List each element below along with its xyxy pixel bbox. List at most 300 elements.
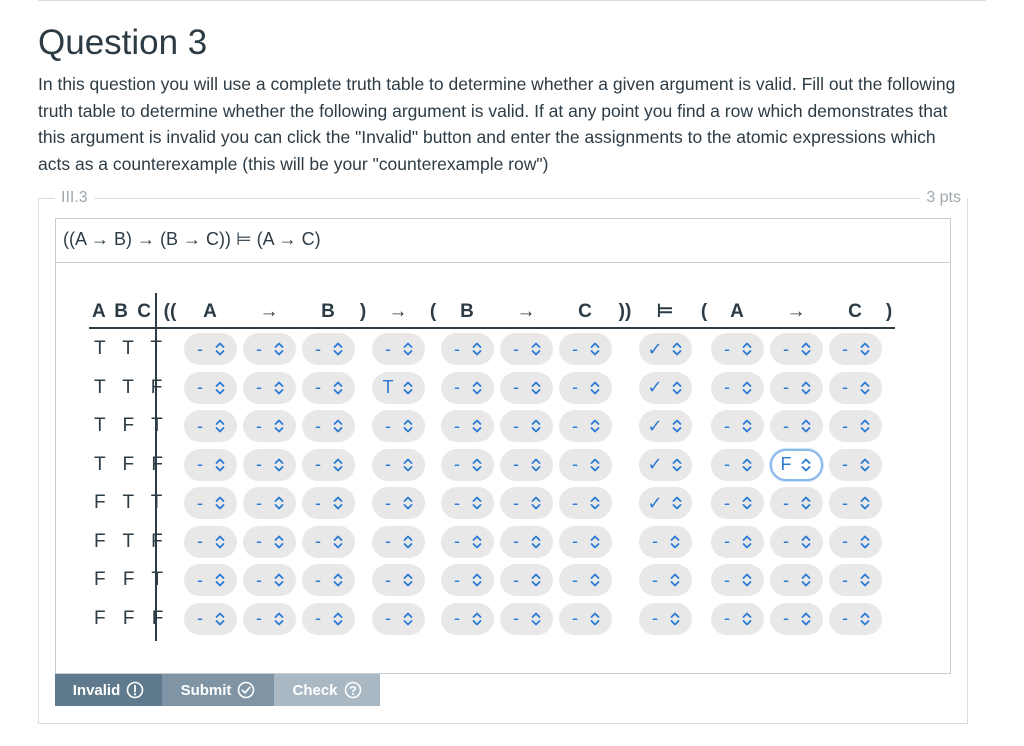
truth-value-select[interactable] (302, 410, 355, 442)
truth-value: - (842, 454, 848, 474)
question-points: 3 pts (920, 189, 967, 207)
truth-value-select[interactable] (302, 372, 355, 404)
column-header: C (578, 301, 592, 322)
truth-value-select[interactable] (559, 333, 612, 365)
column-header: A (730, 301, 744, 322)
truth-value-select[interactable] (770, 564, 823, 596)
chevron-up-down-icon (530, 572, 542, 588)
truth-value-select[interactable] (243, 526, 296, 558)
truth-value: - (513, 608, 519, 628)
truth-value: F (780, 454, 792, 474)
column-header: → (388, 301, 408, 322)
truth-value: - (572, 531, 578, 551)
chevron-up-down-icon (589, 534, 601, 550)
chevron-up-down-icon (859, 611, 871, 627)
chevron-up-down-icon (800, 341, 812, 357)
column-header: A (203, 301, 217, 322)
chevron-up-down-icon (402, 611, 414, 627)
truth-value: - (197, 338, 203, 359)
truth-value-select[interactable] (441, 449, 494, 481)
truth-value: - (513, 415, 519, 436)
truth-value-select[interactable] (770, 333, 823, 365)
chevron-up-down-icon (800, 611, 812, 627)
chevron-up-down-icon (859, 495, 871, 511)
chevron-up-down-icon (859, 534, 871, 550)
truth-value-select[interactable] (184, 526, 237, 558)
truth-value-select[interactable] (639, 372, 692, 404)
chevron-up-down-icon (332, 341, 344, 357)
truth-value-select[interactable] (302, 603, 355, 635)
truth-value: - (724, 415, 730, 436)
truth-value-select[interactable] (500, 526, 553, 558)
truth-value: - (385, 415, 391, 436)
chevron-up-down-icon (332, 495, 344, 511)
truth-value: - (454, 492, 460, 513)
truth-value-select[interactable] (500, 372, 553, 404)
truth-value-select[interactable] (184, 333, 237, 365)
chevron-up-down-icon (530, 380, 542, 396)
truth-value: ✓ (647, 492, 663, 513)
chevron-up-down-icon (671, 495, 683, 511)
chevron-up-down-icon (214, 380, 226, 396)
truth-value: - (513, 492, 519, 513)
column-header: → (516, 301, 536, 322)
chevron-up-down-icon (589, 611, 601, 627)
top-divider (38, 0, 986, 1)
truth-value: - (513, 377, 519, 397)
chevron-up-down-icon (214, 418, 226, 434)
chevron-up-down-icon (332, 380, 344, 396)
truth-value: - (783, 377, 789, 397)
chevron-up-down-icon (471, 611, 483, 627)
column-header: )) (618, 301, 632, 322)
truth-value: - (724, 377, 730, 397)
truth-value: - (842, 338, 848, 359)
row-assignment-label: F T F (94, 530, 169, 552)
truth-value-select[interactable] (829, 410, 882, 442)
chevron-up-down-icon (332, 534, 344, 550)
truth-value: - (783, 338, 789, 359)
chevron-up-down-icon (273, 380, 285, 396)
truth-value-select[interactable] (829, 603, 882, 635)
truth-value-select[interactable] (500, 564, 553, 596)
chevron-up-down-icon (741, 457, 753, 473)
truth-value: - (572, 608, 578, 628)
truth-value-select[interactable] (184, 449, 237, 481)
chevron-up-down-icon (332, 572, 344, 588)
truth-value: - (315, 531, 321, 551)
chevron-up-down-icon (859, 380, 871, 396)
truth-value-select[interactable] (372, 526, 425, 558)
truth-value: - (454, 531, 460, 551)
truth-value-select[interactable] (711, 410, 764, 442)
chevron-up-down-icon (332, 418, 344, 434)
truth-value: - (572, 569, 578, 590)
variables-header: A B C (92, 301, 154, 322)
column-header: C (848, 301, 862, 322)
truth-value: - (513, 454, 519, 474)
truth-value-select[interactable] (639, 487, 692, 519)
chevron-up-down-icon (402, 380, 414, 396)
row-assignment-label: T T T (94, 338, 169, 359)
chevron-up-down-icon (402, 457, 414, 473)
chevron-up-down-icon (273, 495, 285, 511)
truth-value-select[interactable] (243, 603, 296, 635)
truth-value-select[interactable] (829, 449, 882, 481)
truth-value-select[interactable] (441, 564, 494, 596)
chevron-up-down-icon (273, 418, 285, 434)
check-circle-icon (237, 681, 255, 699)
truth-value: - (783, 415, 789, 436)
chevron-up-down-icon (741, 380, 753, 396)
truth-value: - (256, 415, 262, 436)
truth-value: - (256, 608, 262, 628)
chevron-up-down-icon (800, 380, 812, 396)
truth-value: ✓ (647, 454, 663, 474)
chevron-up-down-icon (471, 380, 483, 396)
truth-value-select[interactable] (184, 487, 237, 519)
chevron-up-down-icon (530, 341, 542, 357)
truth-value: - (842, 608, 848, 628)
truth-value-select[interactable] (829, 526, 882, 558)
argument-formula: ((A → B) → (B → C)) ⊨ (A → C) (56, 219, 950, 263)
truth-value: - (842, 531, 848, 551)
truth-value: - (197, 492, 203, 513)
chevron-up-down-icon (214, 534, 226, 550)
truth-value-select[interactable] (500, 333, 553, 365)
truth-value: - (513, 338, 519, 359)
chevron-up-down-icon (273, 572, 285, 588)
column-header: → (786, 301, 806, 322)
chevron-up-down-icon (273, 457, 285, 473)
truth-value: - (256, 377, 262, 397)
truth-value-select[interactable] (829, 372, 882, 404)
chevron-up-down-icon (589, 341, 601, 357)
truth-value-select[interactable] (770, 487, 823, 519)
truth-value: ✓ (647, 377, 663, 397)
truth-value-select[interactable] (243, 449, 296, 481)
truth-value: - (842, 569, 848, 590)
truth-value: - (315, 377, 321, 397)
truth-value: - (783, 569, 789, 590)
truth-value: - (315, 492, 321, 513)
truth-value-select[interactable] (184, 372, 237, 404)
truth-value-select[interactable] (639, 410, 692, 442)
chevron-up-down-icon (402, 572, 414, 588)
chevron-up-down-icon (273, 534, 285, 550)
column-header: B (460, 301, 474, 322)
truth-value: - (454, 338, 460, 359)
chevron-up-down-icon (859, 418, 871, 434)
column-header: B (321, 301, 335, 322)
invalid-button[interactable] (55, 674, 162, 706)
truth-value-select[interactable] (243, 487, 296, 519)
chevron-up-down-icon (402, 495, 414, 511)
truth-value: - (197, 569, 203, 590)
chevron-up-down-icon (402, 418, 414, 434)
chevron-up-down-icon (741, 611, 753, 627)
truth-value: - (315, 608, 321, 628)
truth-value: - (842, 415, 848, 436)
truth-value-select[interactable] (711, 449, 764, 481)
truth-value: - (385, 338, 391, 359)
truth-value-select[interactable] (243, 564, 296, 596)
truth-value: - (842, 492, 848, 513)
chevron-up-down-icon (741, 495, 753, 511)
question-title: Question 3 (38, 23, 208, 62)
truth-value-select[interactable] (711, 487, 764, 519)
truth-value: - (385, 454, 391, 474)
chevron-up-down-icon (671, 418, 683, 434)
truth-value-select[interactable] (302, 564, 355, 596)
chevron-up-down-icon (530, 457, 542, 473)
truth-value-select[interactable] (559, 372, 612, 404)
chevron-up-down-icon (741, 418, 753, 434)
truth-value: - (454, 569, 460, 590)
chevron-up-down-icon (669, 534, 681, 550)
truth-value: - (572, 415, 578, 436)
chevron-up-down-icon (332, 611, 344, 627)
truth-value-select[interactable] (500, 487, 553, 519)
truth-value: - (197, 608, 203, 628)
truth-value: - (724, 531, 730, 551)
truth-value: - (454, 377, 460, 397)
chevron-up-down-icon (530, 534, 542, 550)
column-header: ) (359, 301, 367, 322)
column-header: (( (163, 301, 177, 322)
truth-value-select[interactable] (372, 564, 425, 596)
truth-value: - (724, 608, 730, 628)
truth-value: - (724, 338, 730, 359)
truth-value-select[interactable] (441, 526, 494, 558)
chevron-up-down-icon (669, 572, 681, 588)
chevron-up-down-icon (214, 341, 226, 357)
table-header-divider (89, 327, 895, 329)
check-button-label: Check (292, 681, 338, 699)
truth-value: - (572, 377, 578, 397)
truth-value: - (454, 608, 460, 628)
truth-value: - (256, 569, 262, 590)
truth-value-select[interactable] (829, 564, 882, 596)
row-assignment-label: F F T (94, 569, 170, 590)
column-header: ⊨ (656, 301, 674, 322)
truth-value: - (652, 569, 658, 590)
truth-value-select[interactable] (302, 487, 355, 519)
truth-value-select[interactable] (639, 526, 692, 558)
truth-value: - (197, 377, 203, 397)
truth-value-select[interactable] (711, 333, 764, 365)
chevron-up-down-icon (471, 457, 483, 473)
chevron-up-down-icon (273, 611, 285, 627)
row-assignment-label: T T F (94, 376, 169, 398)
truth-value-select[interactable] (372, 603, 425, 635)
truth-value-select[interactable] (639, 603, 692, 635)
truth-value: - (783, 608, 789, 628)
chevron-up-down-icon (671, 380, 683, 396)
truth-value-select[interactable] (770, 410, 823, 442)
truth-value-select[interactable] (829, 487, 882, 519)
truth-value: - (197, 454, 203, 474)
exclamation-circle-icon (126, 681, 144, 699)
truth-value: - (385, 569, 391, 590)
chevron-up-down-icon (800, 457, 812, 473)
truth-value: - (724, 492, 730, 513)
chevron-up-down-icon (800, 534, 812, 550)
row-assignment-label: F F F (94, 607, 170, 629)
row-assignment-label: T F F (94, 453, 170, 475)
column-header: ( (429, 301, 437, 322)
truth-value: - (783, 531, 789, 551)
truth-value: - (315, 454, 321, 474)
truth-value-select[interactable] (639, 564, 692, 596)
chevron-up-down-icon (530, 611, 542, 627)
truth-value-select[interactable] (243, 333, 296, 365)
truth-value-select[interactable] (302, 333, 355, 365)
truth-value-select[interactable] (711, 526, 764, 558)
chevron-up-down-icon (589, 495, 601, 511)
submit-button[interactable] (162, 674, 274, 706)
truth-value-select[interactable] (639, 449, 692, 481)
invalid-button-label: Invalid (72, 681, 121, 699)
truth-value: - (385, 608, 391, 628)
truth-value-select[interactable] (184, 410, 237, 442)
truth-value-select[interactable] (559, 564, 612, 596)
truth-value: - (842, 377, 848, 397)
chevron-up-down-icon (741, 341, 753, 357)
chevron-up-down-icon (332, 457, 344, 473)
truth-value-select[interactable] (243, 372, 296, 404)
chevron-up-down-icon (530, 495, 542, 511)
truth-value: ✓ (647, 338, 663, 359)
truth-value-select[interactable] (441, 333, 494, 365)
truth-value-select[interactable] (243, 410, 296, 442)
truth-value-select[interactable] (770, 526, 823, 558)
truth-value: ✓ (647, 415, 663, 436)
check-button[interactable] (274, 674, 380, 706)
truth-value-select[interactable] (770, 603, 823, 635)
truth-value-select[interactable] (441, 487, 494, 519)
chevron-up-down-icon (471, 341, 483, 357)
truth-value-select[interactable] (711, 372, 764, 404)
chevron-up-down-icon (671, 457, 683, 473)
truth-value-select[interactable] (372, 410, 425, 442)
truth-value-select[interactable] (559, 526, 612, 558)
chevron-up-down-icon (471, 572, 483, 588)
chevron-up-down-icon (214, 457, 226, 473)
truth-value: - (385, 531, 391, 551)
truth-value: - (385, 492, 391, 513)
truth-value: - (513, 569, 519, 590)
chevron-up-down-icon (402, 341, 414, 357)
chevron-up-down-icon (589, 457, 601, 473)
chevron-up-down-icon (671, 341, 683, 357)
chevron-up-down-icon (589, 572, 601, 588)
truth-value: - (572, 338, 578, 359)
truth-value-select[interactable] (770, 372, 823, 404)
chevron-up-down-icon (471, 495, 483, 511)
truth-value-select[interactable] (500, 410, 553, 442)
truth-value-select[interactable] (711, 564, 764, 596)
truth-value: - (454, 415, 460, 436)
chevron-up-down-icon (589, 380, 601, 396)
chevron-up-down-icon (800, 418, 812, 434)
chevron-up-down-icon (859, 572, 871, 588)
column-header: ( (700, 301, 708, 322)
column-header: ) (885, 301, 893, 322)
chevron-up-down-icon (669, 611, 681, 627)
chevron-up-down-icon (214, 495, 226, 511)
truth-value: - (652, 531, 658, 551)
truth-value-select[interactable] (500, 449, 553, 481)
truth-value-select[interactable] (829, 333, 882, 365)
truth-value-select[interactable] (372, 449, 425, 481)
truth-value-select[interactable] (559, 603, 612, 635)
truth-value: T (382, 377, 394, 397)
truth-value: - (256, 338, 262, 359)
truth-value-select[interactable] (441, 603, 494, 635)
truth-value-select[interactable] (372, 333, 425, 365)
chevron-up-down-icon (214, 611, 226, 627)
question-description: In this question you will use a complete truth table to determine whether a given argument is valid. Fill out the following truth table to determine whether the following argument is valid. If at any point you find a row which demonstrates that this argument is invalid you can click the "Invalid" button and enter the assignments to the atomic expressions which acts as a counterexample (this will be your "counterexample row") (38, 74, 956, 174)
chevron-up-down-icon (800, 572, 812, 588)
truth-value: - (256, 492, 262, 513)
chevron-up-down-icon (859, 341, 871, 357)
truth-value-select[interactable] (372, 487, 425, 519)
row-assignment-label: F T T (94, 492, 169, 513)
submit-button-label: Submit (180, 681, 232, 699)
truth-value-select[interactable] (302, 449, 355, 481)
truth-value: - (315, 415, 321, 436)
truth-value: - (256, 531, 262, 551)
truth-value-select[interactable] (770, 449, 823, 481)
chevron-up-down-icon (530, 418, 542, 434)
truth-value-select[interactable] (500, 603, 553, 635)
truth-value-select[interactable] (711, 603, 764, 635)
question-circle-icon (344, 681, 362, 699)
row-assignment-label: T F T (94, 415, 169, 436)
truth-value-select[interactable] (184, 603, 237, 635)
truth-value-select[interactable] (559, 487, 612, 519)
truth-value: - (572, 454, 578, 474)
truth-value: - (572, 492, 578, 513)
chevron-up-down-icon (402, 534, 414, 550)
truth-value: - (315, 338, 321, 359)
chevron-up-down-icon (214, 572, 226, 588)
truth-value: - (197, 531, 203, 551)
chevron-up-down-icon (800, 495, 812, 511)
truth-value: - (454, 454, 460, 474)
truth-value-select[interactable] (559, 449, 612, 481)
truth-value-select[interactable] (441, 372, 494, 404)
truth-value: - (652, 608, 658, 628)
truth-value-select[interactable] (441, 410, 494, 442)
chevron-up-down-icon (589, 418, 601, 434)
truth-value-select[interactable] (302, 526, 355, 558)
truth-value: - (315, 569, 321, 590)
truth-value-select[interactable] (559, 410, 612, 442)
question-id-label: III.3 (55, 189, 94, 207)
truth-value: - (783, 492, 789, 513)
chevron-up-down-icon (741, 572, 753, 588)
chevron-up-down-icon (273, 341, 285, 357)
truth-value: - (256, 454, 262, 474)
truth-value-select[interactable] (639, 333, 692, 365)
chevron-up-down-icon (859, 457, 871, 473)
truth-value: - (724, 569, 730, 590)
truth-value: - (197, 415, 203, 436)
truth-value-select[interactable] (184, 564, 237, 596)
truth-value-select[interactable] (372, 372, 425, 404)
